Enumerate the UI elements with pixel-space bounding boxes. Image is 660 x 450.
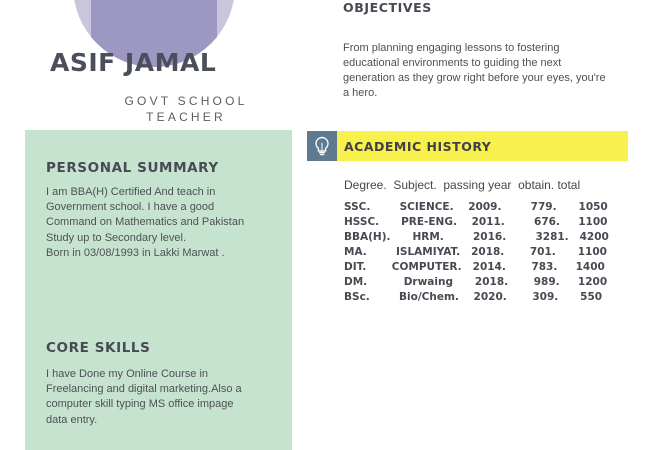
personal-summary-body: I am BBA(H) Certified And teach in Government school. I have a good Command on Mathematics and Pakistan Study up to Secondary level. — [46, 186, 245, 244]
core-skills-text: I have Done my Online Course in Freelancing and digital marketing.Also a computer skill typing MS office impage data entry. — [46, 368, 242, 426]
personal-summary-heading: PERSONAL SUMMARY — [46, 160, 219, 176]
academic-columns: Degree. Subject. passing year obtain. total — [344, 178, 581, 192]
academic-history-bar — [307, 131, 628, 161]
personal-summary-text — [46, 185, 246, 261]
academic-row: SSC. SCIENCE. 2009. 779. 1050 — [344, 201, 608, 213]
academic-row: DM. Drwaing 2018. 989. 1200 — [344, 276, 608, 288]
personal-summary-born: Born in 03/08/1993 in Lakki Marwat . — [46, 246, 225, 259]
academic-row: BSc. Bio/Chem. 2020. 309. 550 — [344, 291, 603, 303]
core-skills-heading: CORE SKILLS — [46, 340, 151, 356]
academic-table — [344, 200, 644, 305]
job-title: GOVT SCHOOL TEACHER — [124, 94, 248, 124]
objectives-text: From planning engaging lessons to fostering educational environments to guiding the next generation as they grow right before your eyes, you're a hero. — [343, 42, 606, 99]
lightbulb-icon — [307, 131, 337, 161]
academic-row: BBA(H). HRM. 2016. 3281. 4200 — [344, 231, 609, 243]
academic-row: HSSC. PRE-ENG. 2011. 676. 1100 — [344, 216, 608, 228]
academic-history-heading: ACADEMIC HISTORY — [344, 139, 492, 154]
objectives-heading: OBJECTIVES — [343, 0, 432, 15]
resume-name: ASIF JAMAL — [50, 48, 217, 77]
academic-row: DIT. COMPUTER. 2014. 783. 1400 — [344, 261, 605, 273]
academic-row: MA. ISLAMIYAT. 2018. 701. 1100 — [344, 246, 607, 258]
